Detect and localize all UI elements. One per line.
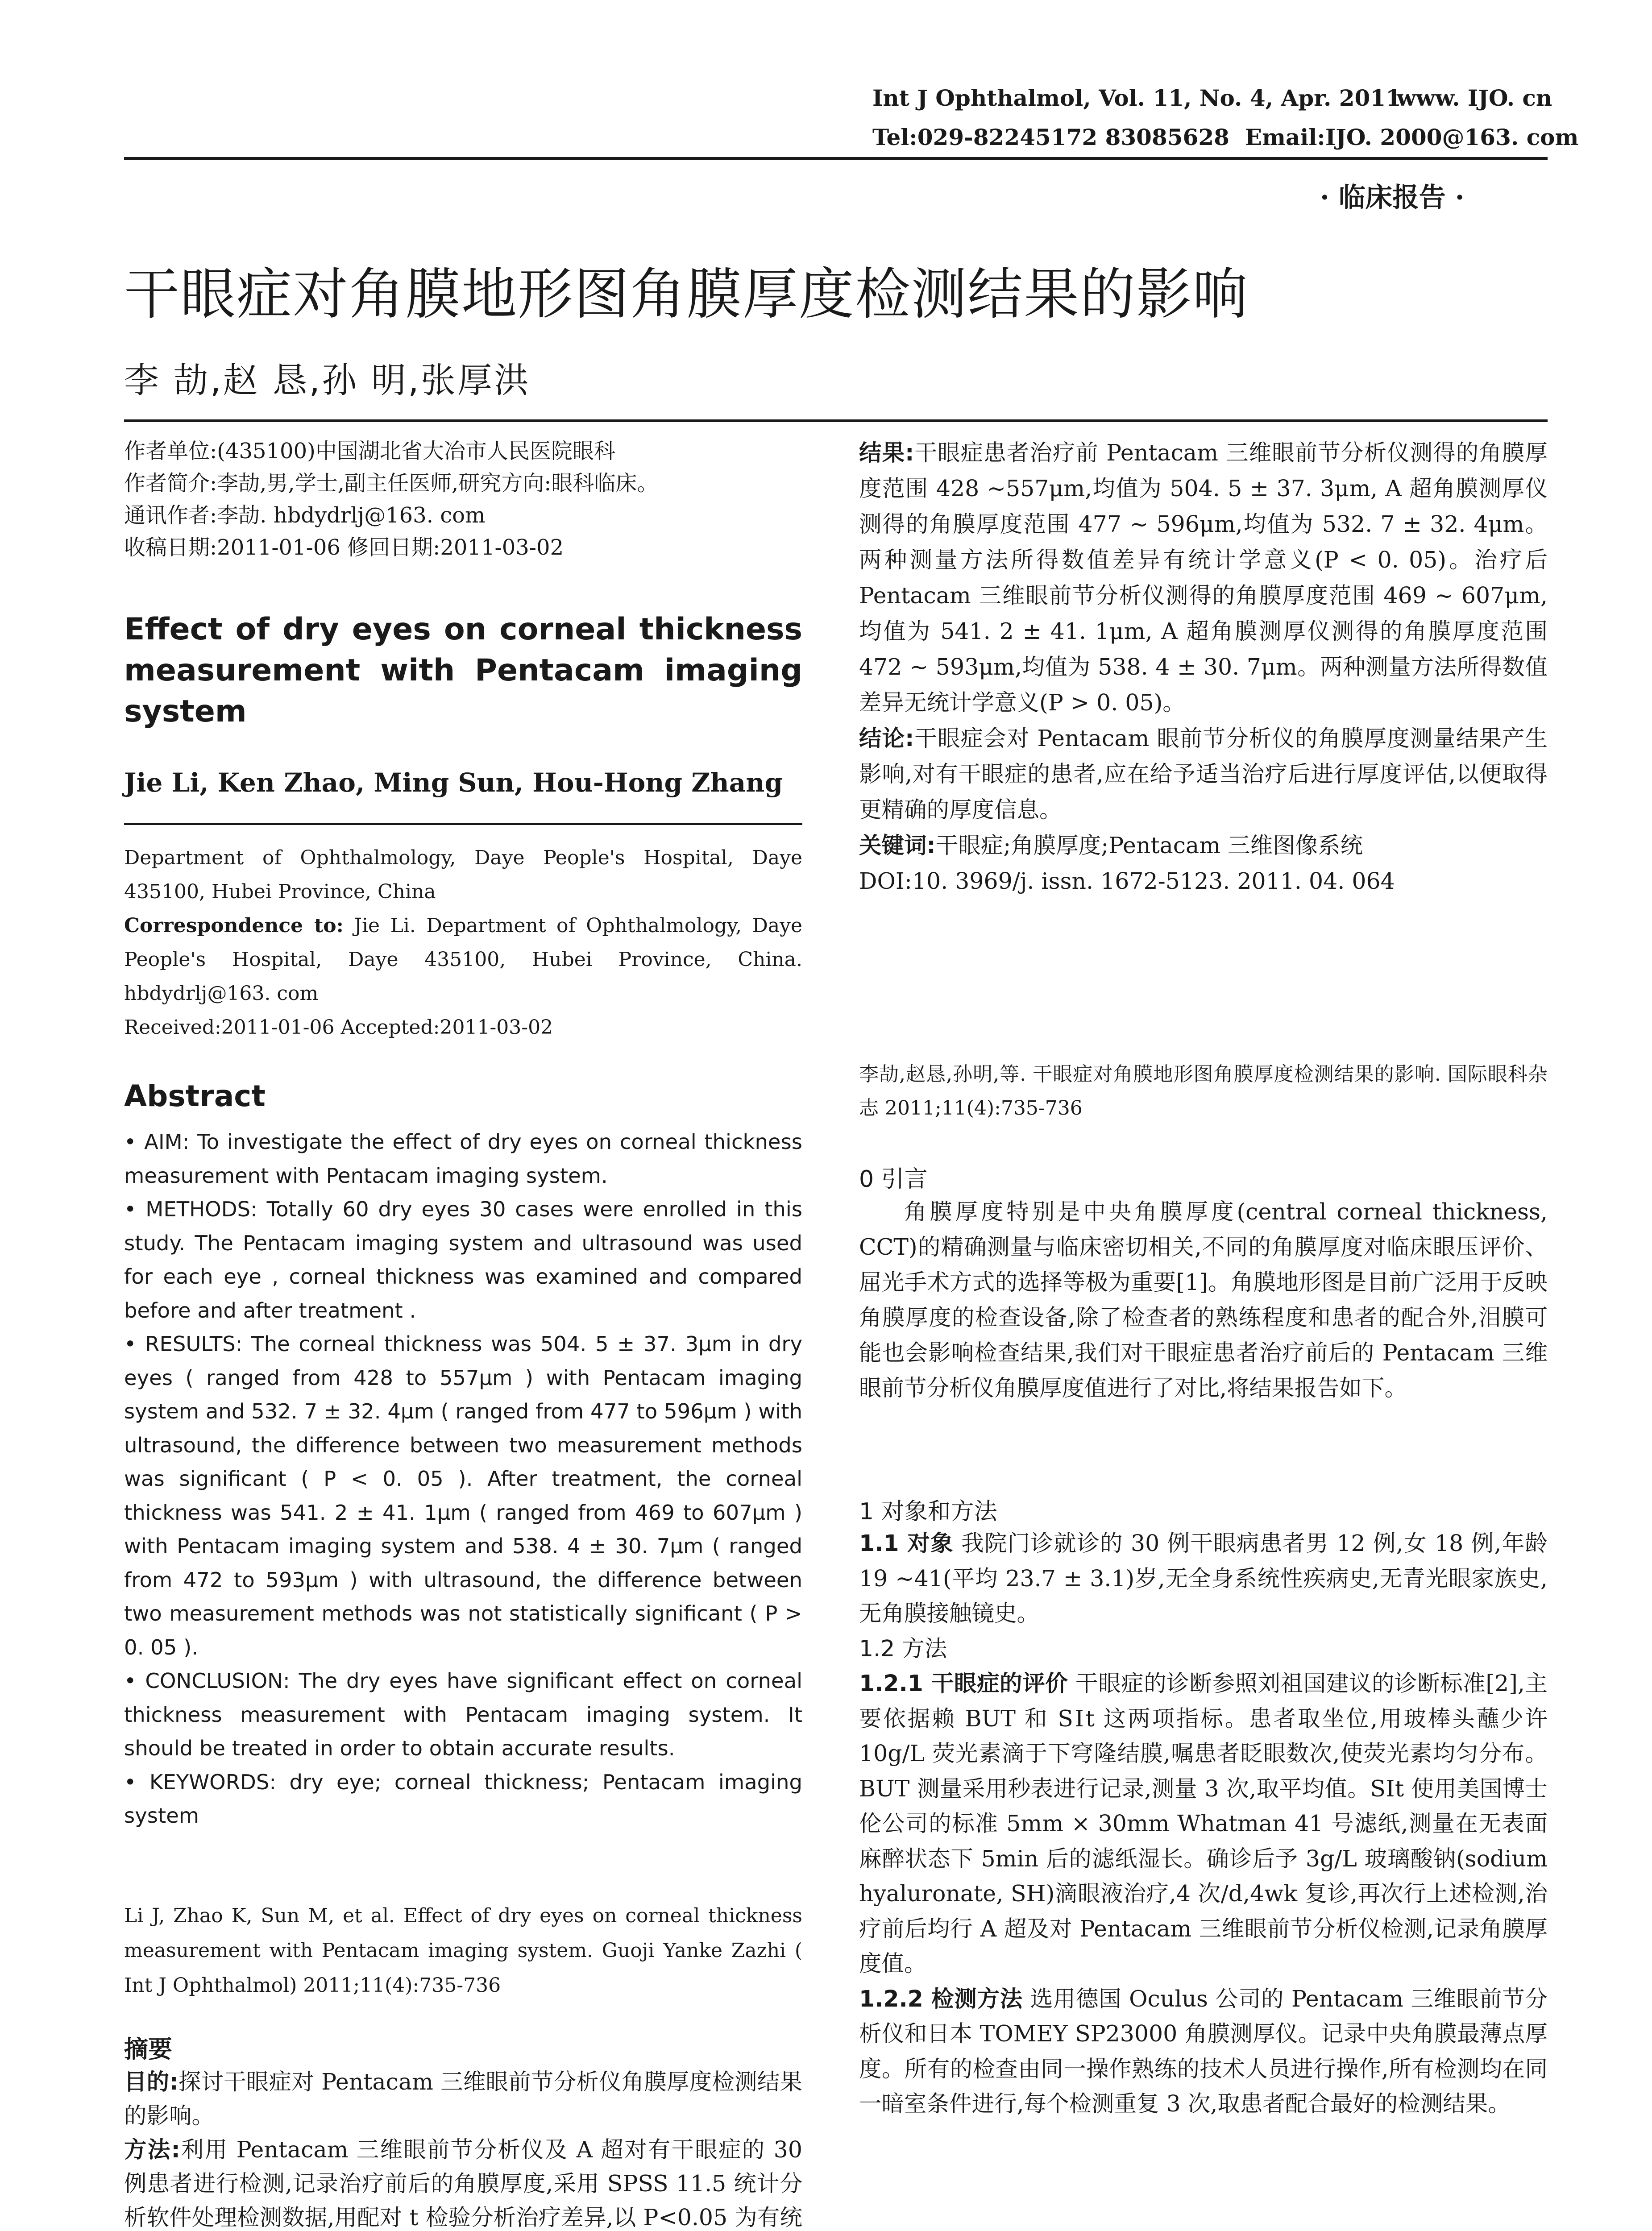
abstract-aim: • AIM: To investigate the effect of dry eyes on corneal thickness measurement with Pentacam imaging system. xyxy=(124,1130,802,1188)
abstract-cn-conclusion xyxy=(859,721,1548,828)
abstract-conclusion: • CONCLUSION: The dry eyes have significant effect on corneal thickness measurement with Pentacam imaging system. It should be treated in order to obtain accurate results. xyxy=(124,1669,802,1760)
citation-en: Li J, Zhao K, Sun M, et al. Effect of dry eyes on corneal thickness measurement with Pentacam imaging system. Guoji Yanke Zazhi ( Int J Ophthalmol) 2011;11(4):735-736 xyxy=(124,1904,802,1997)
journal-citation-line: Int J Ophthalmol, Vol. 11, No. 4, Apr. 2011 xyxy=(872,85,1401,111)
detection-label: 1.2.2 检测方法 xyxy=(859,1985,1023,2012)
dry-eye-eval-label: 1.2.1 干眼症的评价 xyxy=(859,1670,1068,1696)
dry-eye-eval-paragraph xyxy=(859,1666,1548,1982)
abstract-cn-conclusion-label: 结论: xyxy=(859,725,914,751)
intro-paragraph: 角膜厚度特别是中央角膜厚度(central corneal thickness, CCT)的精确测量与临床密切相关,不同的角膜厚度对临床眼压评价、屈光手术方式的选择等极为重要[1]。角膜地形图是目前广泛用于反映角膜厚度的检查设备,除了检查者的熟练程度和患者的配合外,泪膜可能也会影响检查结果,我们对干眼症患者治疗前后的 Pentacam 三维眼前节分析仪角膜厚度值进行了对比,将结果报告如下。 xyxy=(859,1198,1548,1401)
bio-cn: 作者简介:李劼,男,学士,副主任医师,研究方向:眼科临床。 xyxy=(124,471,659,496)
authors-cn: 李 劼,赵 恳,孙 明,张厚洪 xyxy=(124,361,531,401)
authors-en-rule xyxy=(124,823,802,825)
abstract-heading-en: Abstract xyxy=(124,1079,266,1113)
abstract-cn-methods-text: 利用 Pentacam 三维眼前节分析仪及 A 超对有干眼症的 30 例患者进行检测,记录治疗前后的角膜厚度,采用 SPSS 11.5 统计分析软件处理检测数据,用配对 t 检验分析治疗差异,以 P<0.05 为有统 xyxy=(124,2136,802,2231)
meta-en-block xyxy=(124,841,802,1045)
journal-email: Email:IJO. 2000@163. com xyxy=(1245,124,1579,150)
detection-text: 选用德国 Oculus 公司的 Pentacam 三维眼前节分析仪和日本 TOMEY SP23000 角膜测厚仪。记录中央角膜最薄点厚度。所有的检查由同一操作熟练的技术人员进行操作,所有检测均在同一暗室条件进行,每个检测重复 3 次,取患者配合最好的检测结果。 xyxy=(859,1985,1548,2117)
article-title-en: Effect of dry eyes on corneal thickness measurement with Pentacam imaging system xyxy=(124,612,802,729)
detection-paragraph xyxy=(859,1982,1548,2122)
methods-body xyxy=(859,1526,1548,2122)
subjects-text: 我院门诊就诊的 30 例干眼病患者男 12 例,女 18 例,年龄 19 ~41(平均 23.7 ± 3.1)岁,无全身系统性疾病史,无青光眼家族史,无角膜接触镜史。 xyxy=(859,1530,1548,1626)
abstract-cn-keywords xyxy=(859,828,1548,863)
abstract-en-body xyxy=(124,1125,802,1833)
correspondence-cn: 通讯作者:李劼. hbdydrlj@163. com xyxy=(124,503,486,528)
abstract-cn-results-label: 结果: xyxy=(859,440,914,466)
abstract-cn-methods xyxy=(124,2133,802,2231)
abstract-cn-methods-label: 方法: xyxy=(124,2136,180,2163)
abstract-cn-aim xyxy=(124,2065,802,2133)
dry-eye-eval-text: 干眼症的诊断参照刘祖国建议的诊断标准[2],主要依据赖 BUT 和 SⅠt 这两项指标。患者取坐位,用玻棒头蘸少许 10g/L 荧光素滴于下穹隆结膜,嘱患者眨眼数次,使荧光素均匀分布。BUT 测量采用秒表进行记录,测量 3 次,取平均值。SⅠt 使用美国博士伦公司的标准 5mm × 30mm Whatman 41 号滤纸,测量在无表面麻醉状态下 5min 后的滤纸湿长。确诊后予 3g/L 玻璃酸钠(sodium hyaluronate, SH)滴眼液治疗,4 次/d,4wk 复诊,再次行上述检测,治疗前后均行 A 超及对 Pentacam 三维眼前节分析仪检测,记录角膜厚度值。 xyxy=(859,1670,1548,1977)
title-rule xyxy=(124,419,1548,422)
abstract-cn-right xyxy=(859,435,1548,899)
article-title-cn: 干眼症对角膜地形图角膜厚度检测结果的影响 xyxy=(124,262,1249,327)
abstract-cn-results xyxy=(859,435,1548,721)
abstract-keywords: • KEYWORDS: dry eye; corneal thickness; Pentacam imaging system xyxy=(124,1770,802,1828)
abstract-cn-keywords-label: 关键词: xyxy=(859,832,936,858)
abstract-cn-conclusion-text: 干眼症会对 Pentacam 眼前节分析仪的角膜厚度测量结果产生影响,对有干眼症的患者,应在给予适当治疗后进行厚度评估,以便取得更精确的厚度信息。 xyxy=(859,725,1548,823)
journal-website: www. IJO. cn xyxy=(1397,85,1552,111)
subjects-label: 1.1 对象 xyxy=(859,1530,954,1556)
abstract-cn-left xyxy=(124,2065,802,2231)
method-subheading: 1.2 方法 xyxy=(859,1635,947,1662)
subjects-paragraph xyxy=(859,1526,1548,1631)
meta-cn-block xyxy=(124,435,807,564)
abstract-cn-results-text: 干眼症患者治疗前 Pentacam 三维眼前节分析仪测得的角膜厚度范围 428 ~557μm,均值为 504. 5 ± 37. 3μm, A 超角膜测厚仪测得的角膜厚度范围 477 ~ 596μm,均值为 532. 7 ± 32. 4μm。两种测量方法所得数值差异有统计学意义(P < 0. 05)。治疗后 Pentacam 三维眼前节分析仪测得的角膜厚度范围 469 ~ 607μm, 均值为 541. 2 ± 41. 1μm, A 超角膜测厚仪测得的角膜厚度范围 472 ~ 593μm,均值为 538. 4 ± 30. 7μm。两种测量方法所得数值差异无统计学意义(P > 0. 05)。 xyxy=(859,440,1548,716)
correspondence-en xyxy=(124,909,802,1011)
doi: DOI:10. 3969/j. issn. 1672-5123. 2011. 04. 064 xyxy=(859,868,1395,894)
abstract-cn-aim-label: 目的: xyxy=(124,2069,178,2095)
intro-heading: 0 引言 xyxy=(859,1166,928,1193)
methods-heading: 1 对象和方法 xyxy=(859,1498,997,1525)
abstract-results: • RESULTS: The corneal thickness was 504. 5 ± 37. 3μm in dry eyes ( ranged from 428 to 557μm ) with Pentacam imaging system and 532. 7 ± 32. 4μm ( ranged from 477 to 596μm ) with ultrasound, the difference between two measurement methods was significant ( P < 0. 05 ). After treatment, the corneal thickness was 541. 2 ± 41. 1μm ( ranged from 469 to 607μm ) with Pentacam imaging system and 538. 4 ± 30. 7μm ( ranged from 472 to 593μm ) with ultrasound, the difference between two measurement methods was not statistically significant ( P > 0. 05 ). xyxy=(124,1332,802,1659)
dates-en: Received:2011-01-06 Accepted:2011-03-02 xyxy=(124,1016,553,1039)
section-tag: · 临床报告 · xyxy=(1320,182,1465,213)
abstract-methods: • METHODS: Totally 60 dry eyes 30 cases were enrolled in this study. The Pentacam imaging system and ultrasound was used for each eye , corneal thickness was examined and compared before and after treatment . xyxy=(124,1197,802,1323)
affiliation-cn: 作者单位:(435100)中国湖北省大冶市人民医院眼科 xyxy=(124,439,615,464)
department-en: Department of Ophthalmology, Daye People's Hospital, Daye 435100, Hubei Province, China xyxy=(124,846,802,903)
correspondence-en-label: Correspondence to: xyxy=(124,914,344,937)
citation-cn: 李劼,赵恳,孙明,等. 干眼症对角膜地形图角膜厚度检测结果的影响. 国际眼科杂志 2011;11(4):735-736 xyxy=(859,1063,1548,1120)
correspondence-en-text: Jie Li. Department of Ophthalmology, Daye People's Hospital, Daye 435100, Hubei Province, China. hbdydrlj@163. com xyxy=(124,914,802,1005)
authors-en: Jie Li, Ken Zhao, Ming Sun, Hou-Hong Zhang xyxy=(124,767,783,798)
abstract-heading-cn: 摘要 xyxy=(124,2035,172,2063)
abstract-cn-keywords-text: 干眼症;角膜厚度;Pentacam 三维图像系统 xyxy=(935,832,1363,858)
journal-tel: Tel:029-82245172 83085628 xyxy=(872,124,1229,150)
header-rule xyxy=(124,157,1548,160)
dates-cn: 收稿日期:2011-01-06 修回日期:2011-03-02 xyxy=(124,535,564,560)
abstract-cn-aim-text: 探讨干眼症对 Pentacam 三维眼前节分析仪角膜厚度检测结果的影响。 xyxy=(124,2069,802,2129)
